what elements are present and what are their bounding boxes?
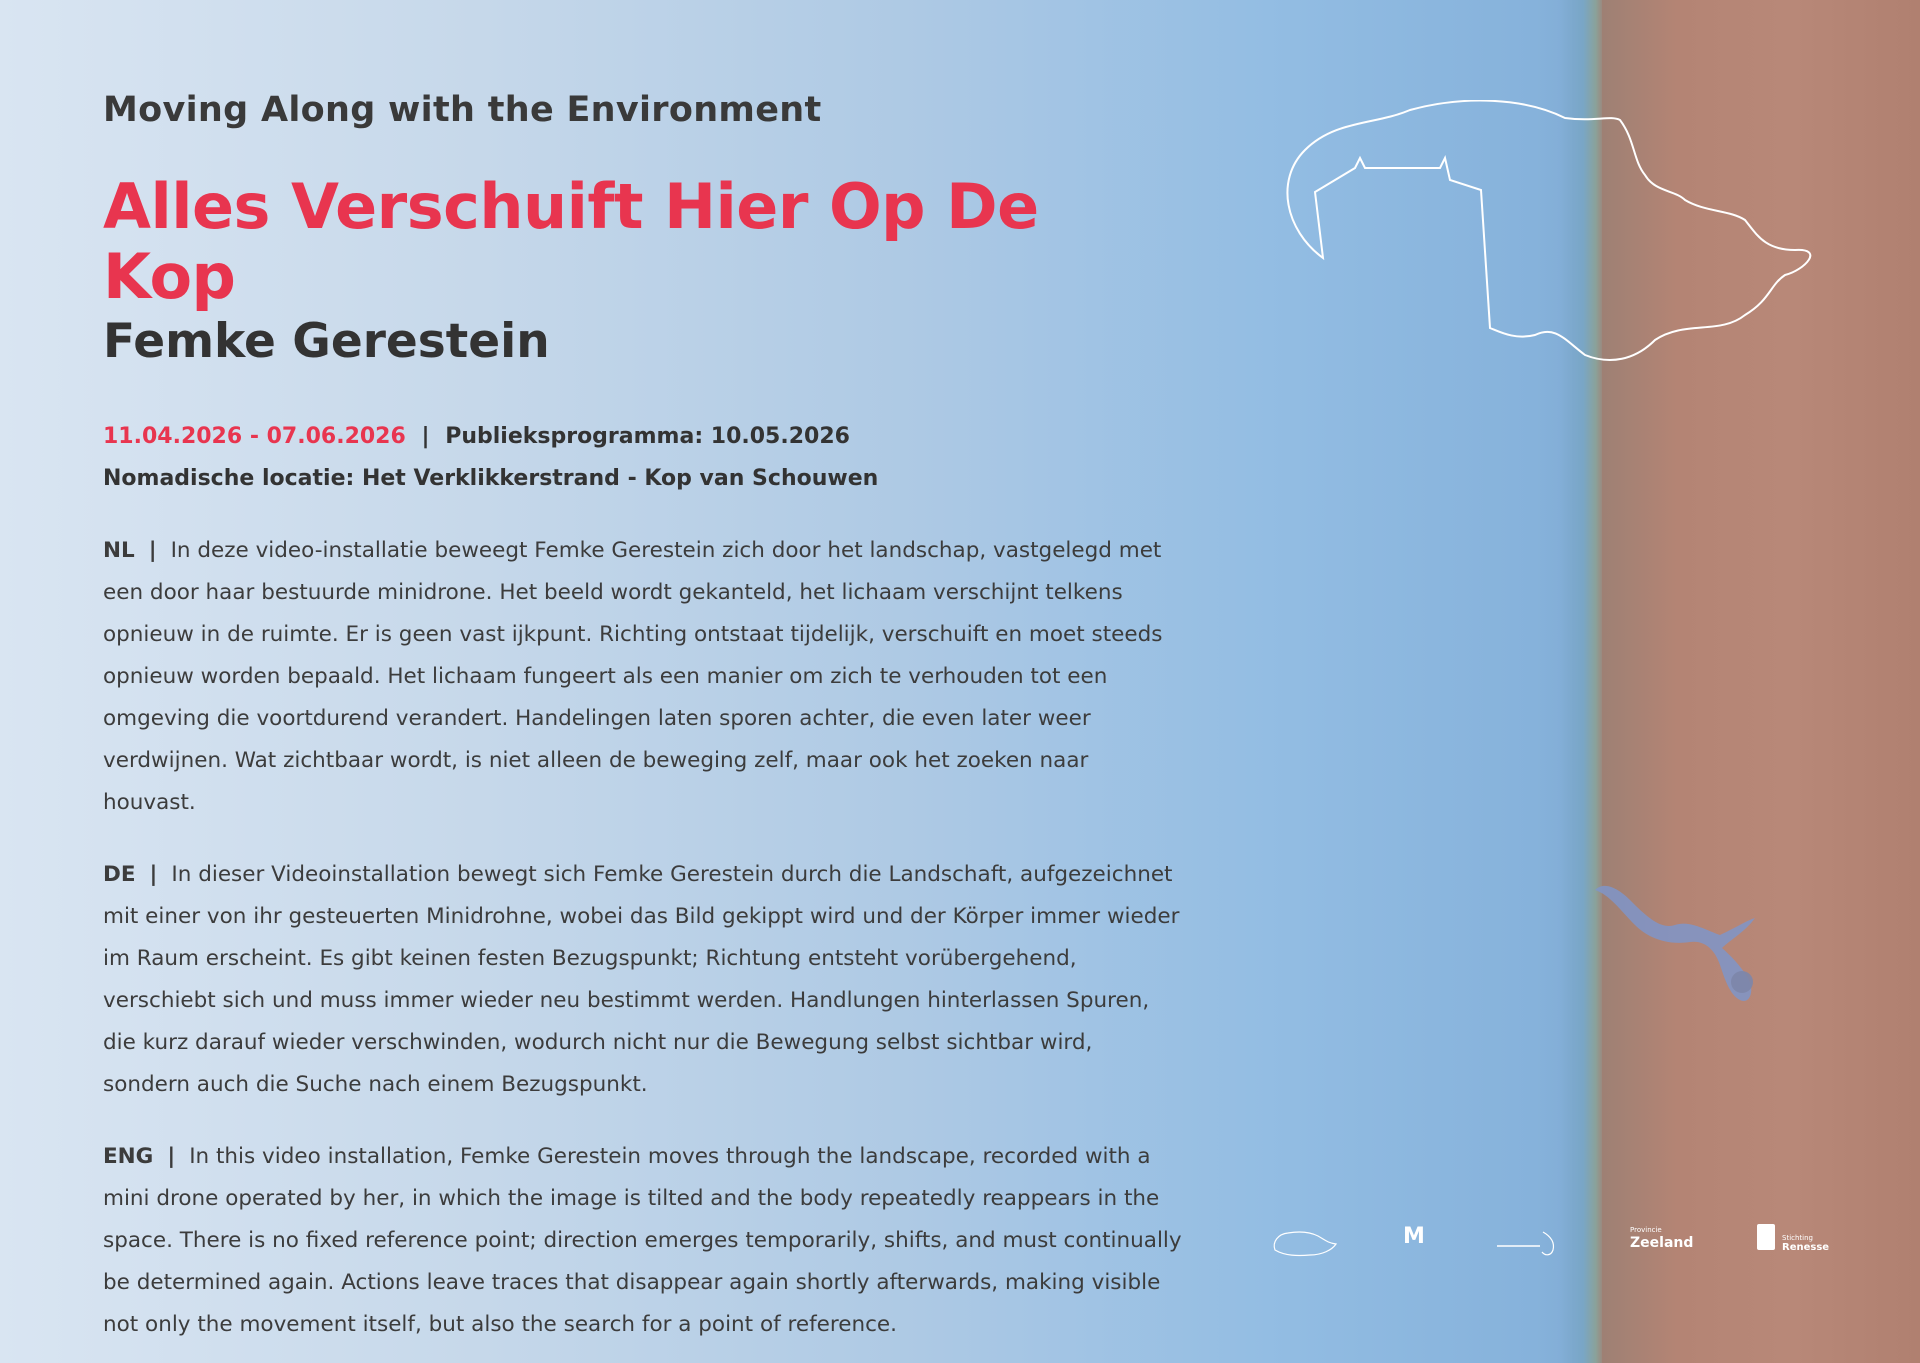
sponsor-logos xyxy=(1270,1222,1830,1272)
provincie-zeeland-logo: Zeeland xyxy=(1630,1235,1694,1251)
renesse-crest-icon xyxy=(1757,1224,1775,1250)
artist-name: Femke Gerestein xyxy=(103,314,550,369)
text-body-de: In dieser Videoinstallation bewegt sich Femke Gerestein durch die Landschaft, aufgezeichnet mit einer von ihr gesteuerten Minidrohne, wobei das Bild gekippt wird und der Körper immer wieder im Raum erscheint. Es gibt keinen festen Bezugspunkt; Richtung entsteht vorübergehend, verschiebt sich und muss immer wieder neu bestimmt werden. Handlungen hinterlassen Spuren, die kurz darauf wieder verschwinden, wodurch nicht nur die Bewegung selbst sichtbar wird, sondern auch die Suche nach einem Bezugspunkt. xyxy=(103,862,1180,1097)
text-body-nl: In deze video-installatie beweegt Femke Gerestein zich door het landschap, vastgelegd met een door haar bestuurde minidrone. Het beeld wordt gekanteld, het lichaam verschijnt telkens opnieuw in de ruimte. Er is geen vast ijkpunt. Richting ontstaat tijdelijk, verschuift en moet steeds opnieuw worden bepaald. Het lichaam fungeert als een manier om zich te verhouden tot een omgeving die voortdurend verandert. Handelingen laten sporen achter, die even later weer verdwijnen. Wat zichtbaar wordt, is niet alleen de beweging zelf, maar ook het zoeken naar houvast. xyxy=(103,538,1163,815)
lang-label-eng: ENG xyxy=(103,1144,154,1169)
meta-separator: | xyxy=(421,424,430,449)
date-line xyxy=(103,416,1183,458)
text-nl xyxy=(103,530,1183,824)
lang-separator: | xyxy=(149,862,158,887)
provincie-prefix: Provincie xyxy=(1630,1226,1662,1234)
text-body-eng: In this video installation, Femke Gerestein moves through the landscape, recorded with a mini drone operated by her, in which the image is tilted and the body repeatedly reappears in the space. There is no fixed reference point; direction emerges temporarily, shifts, and must continually be determined again. Actions leave traces that disappear again shortly afterwards, making visible not only the movement itself, but also the search for a point of reference. xyxy=(103,1144,1182,1337)
mondriaan-fonds-logo: M xyxy=(1403,1224,1425,1249)
lang-separator: | xyxy=(148,538,157,563)
stichting-renesse-logo: Renesse xyxy=(1782,1242,1830,1253)
island-logo-icon xyxy=(1270,1228,1340,1260)
dancer-figure xyxy=(1580,870,1780,1020)
program-date: Publieksprogramma: 10.05.2026 xyxy=(445,424,850,449)
lang-label-de: DE xyxy=(103,862,136,887)
content-column xyxy=(103,90,1183,1346)
gemeente-logo-icon xyxy=(1495,1228,1565,1260)
lang-separator: | xyxy=(167,1144,176,1169)
series-title: Moving Along with the Environment xyxy=(103,90,822,130)
text-eng xyxy=(103,1136,1183,1346)
location-line: Nomadische locatie: Het Verklikkerstrand - Kop van Schouwen xyxy=(103,466,879,491)
text-de xyxy=(103,854,1183,1106)
exhibition-dates: 11.04.2026 - 07.06.2026 xyxy=(103,424,406,449)
island-outline-icon xyxy=(1265,100,1825,370)
stichting-prefix: Stichting xyxy=(1782,1234,1813,1242)
lang-label-nl: NL xyxy=(103,538,135,563)
exhibition-title: Alles Verschuift Hier Op De Kop xyxy=(103,170,1039,313)
